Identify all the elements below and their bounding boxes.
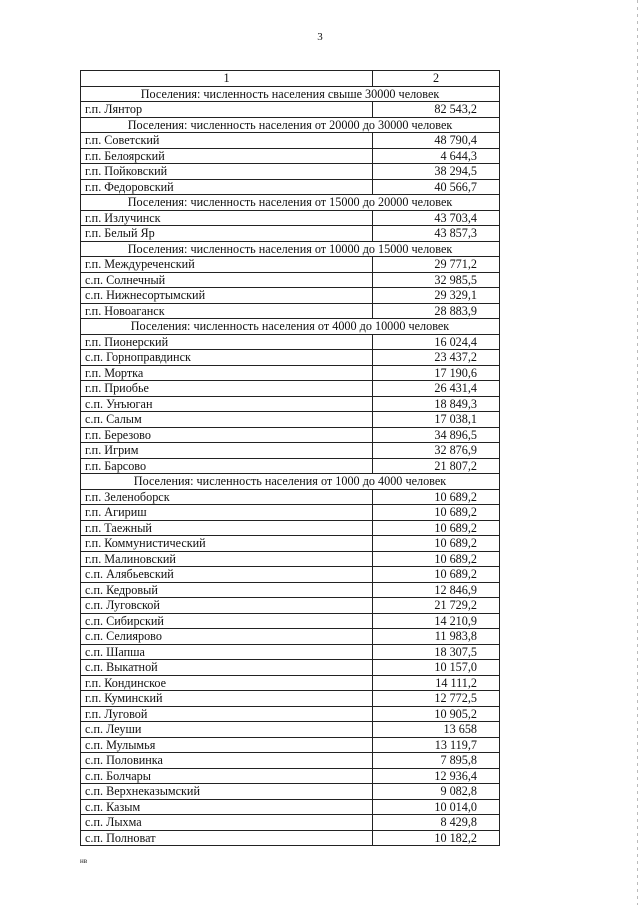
- settlement-value: 32 985,5: [373, 272, 500, 288]
- settlement-value: 11 983,8: [373, 629, 500, 645]
- scan-edge: [637, 0, 638, 905]
- table-row: [81, 830, 500, 846]
- table-row: [81, 768, 500, 784]
- settlement-value: 16 024,4: [373, 334, 500, 350]
- table-row: [81, 412, 500, 428]
- settlement-value: 38 294,5: [373, 164, 500, 180]
- settlement-name: с.п. Солнечный: [81, 272, 373, 288]
- section-title: Поселения: численность населения от 4000 до 10000 человек: [81, 319, 500, 335]
- table-row: [81, 613, 500, 629]
- settlement-name: с.п. Нижнесортымский: [81, 288, 373, 304]
- table-row: [81, 784, 500, 800]
- settlement-value: 12 772,5: [373, 691, 500, 707]
- settlement-value: 29 771,2: [373, 257, 500, 273]
- settlement-name: г.п. Белый Яр: [81, 226, 373, 242]
- settlement-value: 43 857,3: [373, 226, 500, 242]
- table-row: [81, 427, 500, 443]
- settlement-name: г.п. Коммунистический: [81, 536, 373, 552]
- table-row: [81, 815, 500, 831]
- table-row: [81, 164, 500, 180]
- settlement-value: 32 876,9: [373, 443, 500, 459]
- settlement-name: г.п. Лянтор: [81, 102, 373, 118]
- column-header-1: 1: [81, 71, 373, 87]
- settlement-name: с.п. Выкатной: [81, 660, 373, 676]
- table-row: [81, 102, 500, 118]
- settlement-value: 10 689,2: [373, 520, 500, 536]
- table-row: [81, 675, 500, 691]
- section-header-row: [81, 195, 500, 211]
- table-row: [81, 210, 500, 226]
- section-header-row: [81, 319, 500, 335]
- settlement-value: 17 038,1: [373, 412, 500, 428]
- table-row: [81, 799, 500, 815]
- table-row: [81, 133, 500, 149]
- settlement-name: с.п. Полноват: [81, 830, 373, 846]
- table-row: [81, 737, 500, 753]
- settlement-value: 18 849,3: [373, 396, 500, 412]
- settlement-name: с.п. Верхнеказымский: [81, 784, 373, 800]
- settlement-name: с.п. Алябьевский: [81, 567, 373, 583]
- table-row: [81, 706, 500, 722]
- settlement-name: с.п. Шапша: [81, 644, 373, 660]
- settlement-value: 43 703,4: [373, 210, 500, 226]
- table-row: [81, 226, 500, 242]
- settlement-value: 10 014,0: [373, 799, 500, 815]
- settlement-name: с.п. Кедровый: [81, 582, 373, 598]
- settlement-value: 82 543,2: [373, 102, 500, 118]
- settlement-name: г.п. Приобье: [81, 381, 373, 397]
- section-title: Поселения: численность населения свыше 30000 человек: [81, 86, 500, 102]
- section-title: Поселения: численность населения от 20000 до 30000 человек: [81, 117, 500, 133]
- table-body: [81, 71, 500, 846]
- settlement-name: г.п. Пойковский: [81, 164, 373, 180]
- settlement-name: с.п. Лыхма: [81, 815, 373, 831]
- settlement-name: с.п. Селиярово: [81, 629, 373, 645]
- table-header-row: [81, 71, 500, 87]
- settlement-name: г.п. Барсово: [81, 458, 373, 474]
- settlement-name: г.п. Мортка: [81, 365, 373, 381]
- section-header-row: [81, 241, 500, 257]
- table-row: [81, 582, 500, 598]
- settlement-name: г.п. Кондинское: [81, 675, 373, 691]
- section-header-row: [81, 474, 500, 490]
- footer-mark: нв: [80, 857, 88, 865]
- settlement-value: 23 437,2: [373, 350, 500, 366]
- table-row: [81, 567, 500, 583]
- section-title: Поселения: численность населения от 10000 до 15000 человек: [81, 241, 500, 257]
- settlement-value: 12 846,9: [373, 582, 500, 598]
- settlement-value: 21 807,2: [373, 458, 500, 474]
- table-row: [81, 288, 500, 304]
- table-row: [81, 722, 500, 738]
- table-row: [81, 753, 500, 769]
- settlement-name: г.п. Игрим: [81, 443, 373, 459]
- section-header-row: [81, 86, 500, 102]
- settlement-value: 17 190,6: [373, 365, 500, 381]
- table-row: [81, 520, 500, 536]
- settlement-value: 13 658: [373, 722, 500, 738]
- settlement-name: г.п. Белоярский: [81, 148, 373, 164]
- settlement-value: 28 883,9: [373, 303, 500, 319]
- settlement-value: 26 431,4: [373, 381, 500, 397]
- settlement-name: г.п. Таежный: [81, 520, 373, 536]
- table-row: [81, 334, 500, 350]
- settlement-value: 12 936,4: [373, 768, 500, 784]
- settlement-name: г.п. Агириш: [81, 505, 373, 521]
- settlement-value: 14 210,9: [373, 613, 500, 629]
- settlements-table: [80, 70, 500, 846]
- section-title: Поселения: численность населения от 15000 до 20000 человек: [81, 195, 500, 211]
- settlement-name: г.п. Федоровский: [81, 179, 373, 195]
- settlement-name: г.п. Пионерский: [81, 334, 373, 350]
- table-row: [81, 303, 500, 319]
- table-row: [81, 443, 500, 459]
- settlement-name: г.п. Луговой: [81, 706, 373, 722]
- settlement-value: 40 566,7: [373, 179, 500, 195]
- settlement-name: с.п. Казым: [81, 799, 373, 815]
- settlement-value: 9 082,8: [373, 784, 500, 800]
- settlement-name: с.п. Болчары: [81, 768, 373, 784]
- settlement-value: 48 790,4: [373, 133, 500, 149]
- settlement-value: 10 689,2: [373, 551, 500, 567]
- table-row: [81, 381, 500, 397]
- settlement-name: г.п. Междуреченский: [81, 257, 373, 273]
- settlement-value: 10 905,2: [373, 706, 500, 722]
- settlement-value: 10 689,2: [373, 505, 500, 521]
- table-row: [81, 505, 500, 521]
- column-header-2: 2: [373, 71, 500, 87]
- table-row: [81, 536, 500, 552]
- settlement-value: 7 895,8: [373, 753, 500, 769]
- settlement-name: с.п. Сибирский: [81, 613, 373, 629]
- settlement-name: г.п. Излучинск: [81, 210, 373, 226]
- settlement-name: с.п. Горноправдинск: [81, 350, 373, 366]
- settlement-name: с.п. Леуши: [81, 722, 373, 738]
- settlement-name: с.п. Мулымья: [81, 737, 373, 753]
- settlement-value: 14 111,2: [373, 675, 500, 691]
- table-row: [81, 489, 500, 505]
- settlement-name: г.п. Зеленоборск: [81, 489, 373, 505]
- settlement-name: с.п. Салым: [81, 412, 373, 428]
- settlement-name: с.п. Половинка: [81, 753, 373, 769]
- settlement-name: г.п. Малиновский: [81, 551, 373, 567]
- table-row: [81, 458, 500, 474]
- settlement-value: 10 182,2: [373, 830, 500, 846]
- settlement-name: г.п. Новоаганск: [81, 303, 373, 319]
- settlement-value: 10 689,2: [373, 489, 500, 505]
- table-row: [81, 257, 500, 273]
- table-row: [81, 629, 500, 645]
- table-row: [81, 350, 500, 366]
- section-header-row: [81, 117, 500, 133]
- settlement-value: 13 119,7: [373, 737, 500, 753]
- settlement-value: 21 729,2: [373, 598, 500, 614]
- settlement-value: 18 307,5: [373, 644, 500, 660]
- settlement-value: 34 896,5: [373, 427, 500, 443]
- table-row: [81, 148, 500, 164]
- table-row: [81, 179, 500, 195]
- settlement-value: 8 429,8: [373, 815, 500, 831]
- settlement-name: г.п. Куминский: [81, 691, 373, 707]
- table-row: [81, 272, 500, 288]
- settlement-name: с.п. Унъюган: [81, 396, 373, 412]
- settlement-value: 10 689,2: [373, 536, 500, 552]
- table-row: [81, 365, 500, 381]
- table-row: [81, 691, 500, 707]
- section-title: Поселения: численность населения от 1000 до 4000 человек: [81, 474, 500, 490]
- settlement-value: 4 644,3: [373, 148, 500, 164]
- settlement-value: 29 329,1: [373, 288, 500, 304]
- settlement-name: г.п. Березово: [81, 427, 373, 443]
- table-row: [81, 660, 500, 676]
- settlement-value: 10 157,0: [373, 660, 500, 676]
- table-row: [81, 644, 500, 660]
- settlement-name: с.п. Луговской: [81, 598, 373, 614]
- settlement-value: 10 689,2: [373, 567, 500, 583]
- settlement-name: г.п. Советский: [81, 133, 373, 149]
- page-number: 3: [317, 31, 323, 43]
- table-row: [81, 551, 500, 567]
- table-row: [81, 598, 500, 614]
- table-row: [81, 396, 500, 412]
